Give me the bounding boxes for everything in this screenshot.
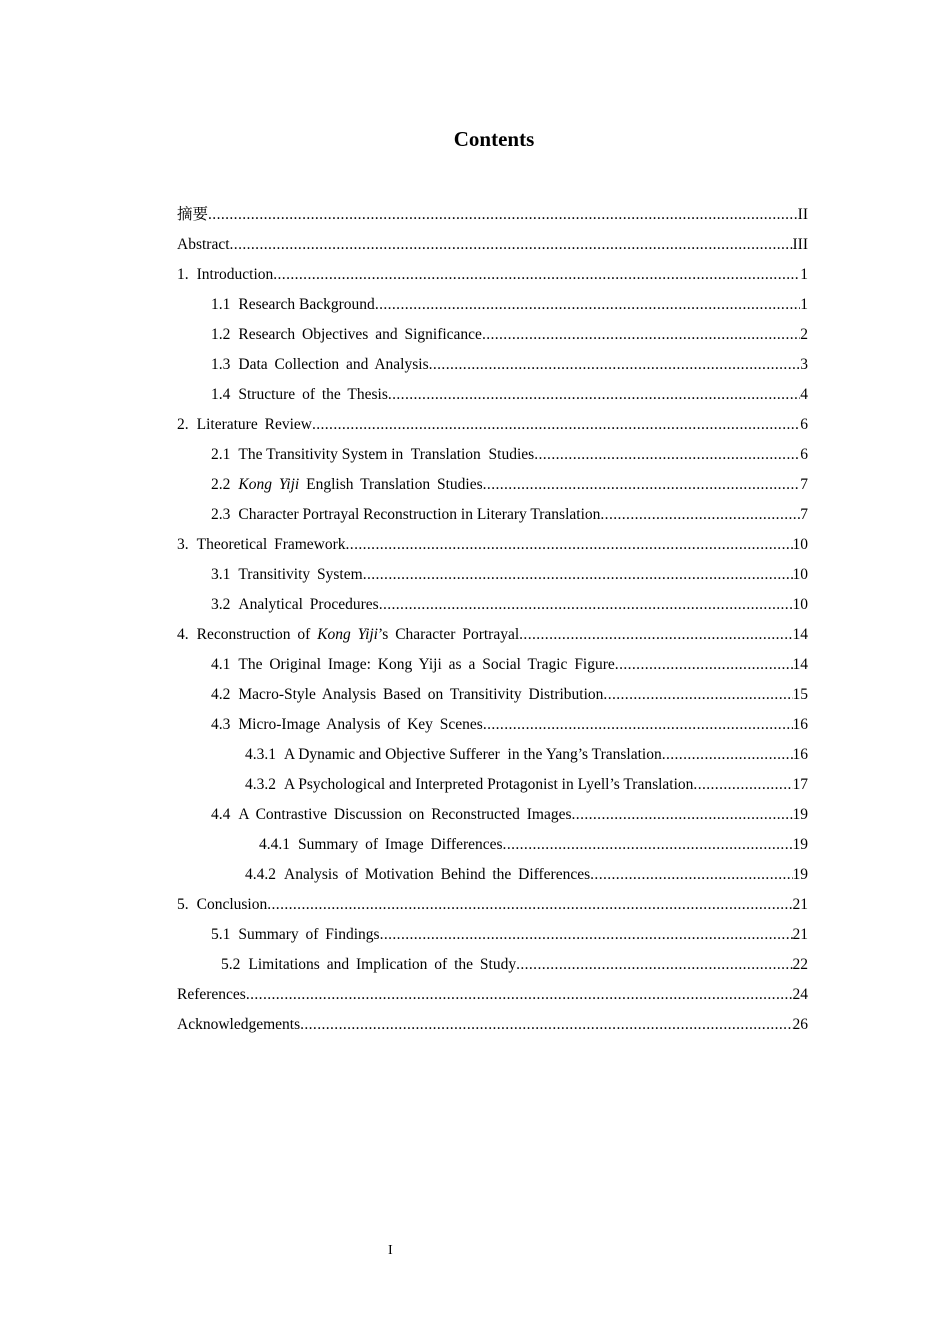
toc-entry-title: Micro-Image Analysis of Key Scenes bbox=[238, 716, 483, 733]
toc-entry-title: Theoretical Framework bbox=[196, 536, 346, 553]
toc-entry-analytical-procedures[interactable] bbox=[177, 590, 808, 620]
toc-entry-title: Macro-Style Analysis Based on Transitivity Distribution bbox=[238, 686, 604, 703]
toc-entry-title: Acknowledgements bbox=[177, 1016, 301, 1033]
toc-entry-transitivity-translation[interactable] bbox=[177, 440, 808, 470]
toc-entry-contrastive-discussion[interactable] bbox=[177, 800, 808, 830]
toc-entry-image-differences[interactable] bbox=[177, 830, 808, 860]
toc-entry-page: 14 bbox=[792, 656, 808, 673]
toc-entry-reconstruction[interactable] bbox=[177, 620, 808, 650]
toc-entry-title-rest: English Translation Studies bbox=[299, 476, 483, 493]
toc-entry-title: 摘要 bbox=[177, 206, 209, 223]
dot-leader bbox=[600, 500, 800, 530]
toc-entry-theoretical-framework[interactable] bbox=[177, 530, 808, 560]
dot-leader bbox=[346, 530, 793, 560]
toc-entry-page: III bbox=[792, 236, 808, 253]
dot-leader bbox=[429, 350, 801, 380]
toc-entry-title: Introduction bbox=[196, 266, 274, 283]
toc-entry-abstract-chinese[interactable] bbox=[177, 200, 808, 230]
toc-entry-macro-style-analysis[interactable] bbox=[177, 680, 808, 710]
toc-entry-title: Literature Review bbox=[196, 416, 312, 433]
toc-entry-number: 1.1 bbox=[211, 296, 231, 313]
toc-entry-title-italic: Kong Yiji bbox=[238, 476, 300, 493]
dot-leader bbox=[246, 980, 793, 1010]
toc-entry-motivation-analysis[interactable] bbox=[177, 860, 808, 890]
toc-entry-number: 2. bbox=[177, 416, 189, 433]
toc-entry-page: 21 bbox=[792, 896, 808, 913]
toc-entry-limitations[interactable] bbox=[177, 950, 808, 980]
toc-entry-number: 5. bbox=[177, 896, 189, 913]
toc-entry-page: 7 bbox=[800, 506, 808, 523]
dot-leader bbox=[572, 800, 793, 830]
dot-leader bbox=[482, 320, 800, 350]
toc-entry-title-pre: Reconstruction of bbox=[196, 626, 318, 643]
toc-entry-research-objectives[interactable] bbox=[177, 320, 808, 350]
toc-entry-title: Conclusion bbox=[196, 896, 268, 913]
table-of-contents bbox=[177, 200, 808, 1040]
toc-entry-title bbox=[197, 620, 520, 650]
toc-entry-transitivity-system[interactable] bbox=[177, 560, 808, 590]
toc-entry-title: A Dynamic and Objective Sufferer in the Yang’s Translation bbox=[284, 746, 662, 763]
toc-entry-title: Research Objectives and Significance bbox=[238, 326, 482, 343]
toc-entry-number: 4.3.1 bbox=[245, 746, 276, 763]
toc-entry-number: 3.2 bbox=[211, 596, 231, 613]
toc-entry-title: The Original Image: Kong Yiji as a Social Tragic Figure bbox=[238, 656, 615, 673]
toc-entry-introduction[interactable] bbox=[177, 260, 808, 290]
toc-entry-page: 24 bbox=[792, 986, 808, 1003]
toc-entry-page: 10 bbox=[792, 596, 808, 613]
toc-entry-page: 19 bbox=[792, 806, 808, 823]
toc-entry-title: Abstract bbox=[177, 236, 230, 253]
toc-entry-number: 4.3 bbox=[211, 716, 231, 733]
toc-entry-number: 2.1 bbox=[211, 446, 231, 463]
toc-entry-page: 17 bbox=[792, 776, 808, 793]
toc-entry-number: 1. bbox=[177, 266, 189, 283]
toc-entry-yang-translation[interactable] bbox=[177, 740, 808, 770]
toc-entry-title: References bbox=[177, 986, 246, 1003]
toc-entry-title: The Transitivity System in Translation Studies bbox=[238, 446, 535, 463]
page-title: Contents bbox=[453, 127, 535, 151]
page-number: I bbox=[388, 1243, 393, 1258]
toc-entry-page: 26 bbox=[792, 1016, 808, 1033]
toc-entry-original-image[interactable] bbox=[177, 650, 808, 680]
dot-leader bbox=[503, 830, 793, 860]
dot-leader bbox=[267, 890, 792, 920]
dot-leader bbox=[693, 770, 792, 800]
dot-leader bbox=[375, 290, 800, 320]
dot-leader bbox=[312, 410, 800, 440]
dot-leader bbox=[534, 440, 800, 470]
toc-entry-title: Limitations and Implication of the Study bbox=[248, 956, 517, 973]
toc-entry-page: 15 bbox=[792, 686, 808, 703]
toc-entry-number: 4.4.2 bbox=[245, 866, 276, 883]
dot-leader bbox=[483, 470, 801, 500]
toc-entry-page: 22 bbox=[792, 956, 808, 973]
toc-entry-title: Data Collection and Analysis bbox=[238, 356, 429, 373]
toc-entry-number: 2.2 bbox=[211, 476, 231, 493]
toc-entry-title bbox=[238, 470, 482, 500]
toc-entry-page: 6 bbox=[800, 446, 808, 463]
dot-leader bbox=[379, 590, 793, 620]
dot-leader bbox=[519, 620, 792, 650]
toc-entry-number: 4.4.1 bbox=[259, 836, 290, 853]
toc-entry-page: 14 bbox=[792, 626, 808, 643]
dot-leader bbox=[662, 740, 793, 770]
toc-entry-number: 5.2 bbox=[221, 956, 241, 973]
toc-entry-literature-review[interactable] bbox=[177, 410, 808, 440]
toc-entry-title: A Contrastive Discussion on Reconstructed Images bbox=[238, 806, 572, 823]
toc-entry-number: 5.1 bbox=[211, 926, 231, 943]
toc-entry-page: 19 bbox=[792, 836, 808, 853]
dot-leader bbox=[380, 920, 793, 950]
dot-leader bbox=[208, 200, 798, 230]
toc-entry-number: 3. bbox=[177, 536, 189, 553]
toc-entry-summary-findings[interactable] bbox=[177, 920, 808, 950]
dot-leader bbox=[363, 560, 793, 590]
toc-entry-title: Transitivity System bbox=[238, 566, 363, 583]
toc-entry-number: 4.3.2 bbox=[245, 776, 276, 793]
toc-entry-number: 1.3 bbox=[211, 356, 231, 373]
toc-entry-conclusion[interactable] bbox=[177, 890, 808, 920]
toc-entry-number: 4.4 bbox=[211, 806, 231, 823]
toc-entry-character-portrayal[interactable] bbox=[177, 500, 808, 530]
toc-entry-title-italic: Kong Yiji bbox=[317, 626, 378, 643]
toc-entry-research-background[interactable] bbox=[177, 290, 808, 320]
toc-entry-page: 1 bbox=[800, 266, 808, 283]
toc-entry-number: 2.3 bbox=[211, 506, 231, 523]
dot-leader bbox=[516, 950, 792, 980]
toc-entry-number: 1.4 bbox=[211, 386, 231, 403]
toc-entry-title: A Psychological and Interpreted Protagonist in Lyell’s Translation bbox=[284, 776, 694, 793]
toc-entry-title: Summary of Findings bbox=[238, 926, 380, 943]
toc-entry-page: 10 bbox=[792, 536, 808, 553]
toc-entry-title-rest: ’s Character Portrayal bbox=[378, 626, 520, 643]
dot-leader bbox=[483, 710, 793, 740]
toc-entry-page: 21 bbox=[792, 926, 808, 943]
toc-entry-title: Research Background bbox=[238, 296, 375, 313]
toc-entry-title: Structure of the Thesis bbox=[238, 386, 388, 403]
toc-entry-lyell-translation[interactable] bbox=[177, 770, 808, 800]
dot-leader bbox=[300, 1010, 792, 1040]
dot-leader bbox=[615, 650, 793, 680]
toc-entry-page: II bbox=[797, 206, 808, 223]
toc-entry-title: Analysis of Motivation Behind the Differences bbox=[284, 866, 591, 883]
toc-entry-page: 16 bbox=[792, 746, 808, 763]
toc-entry-number: 4.2 bbox=[211, 686, 231, 703]
toc-entry-page: 7 bbox=[800, 476, 808, 493]
toc-entry-references[interactable] bbox=[177, 980, 808, 1010]
toc-entry-page: 16 bbox=[792, 716, 808, 733]
dot-leader bbox=[603, 680, 792, 710]
toc-entry-title: Character Portrayal Reconstruction in Literary Translation bbox=[238, 506, 601, 523]
toc-entry-number: 4. bbox=[177, 626, 189, 643]
toc-entry-number: 4.1 bbox=[211, 656, 231, 673]
toc-entry-number: 3.1 bbox=[211, 566, 231, 583]
toc-entry-page: 2 bbox=[800, 326, 808, 343]
toc-entry-micro-image-analysis[interactable] bbox=[177, 710, 808, 740]
toc-entry-title: Summary of Image Differences bbox=[298, 836, 503, 853]
toc-entry-page: 4 bbox=[800, 386, 808, 403]
toc-entry-title: Analytical Procedures bbox=[238, 596, 379, 613]
toc-entry-page: 6 bbox=[800, 416, 808, 433]
toc-entry-page: 19 bbox=[792, 866, 808, 883]
toc-entry-kong-yiji-studies[interactable] bbox=[177, 470, 808, 500]
toc-entry-thesis-structure[interactable] bbox=[177, 380, 808, 410]
toc-entry-abstract[interactable] bbox=[177, 230, 808, 260]
toc-entry-page: 10 bbox=[792, 566, 808, 583]
dot-leader bbox=[230, 230, 793, 260]
toc-entry-page: 3 bbox=[800, 356, 808, 373]
toc-entry-acknowledgements[interactable] bbox=[177, 1010, 808, 1040]
dot-leader bbox=[590, 860, 792, 890]
dot-leader bbox=[273, 260, 800, 290]
dot-leader bbox=[388, 380, 800, 410]
toc-entry-data-collection[interactable] bbox=[177, 350, 808, 380]
toc-entry-page: 1 bbox=[800, 296, 808, 313]
toc-entry-number: 1.2 bbox=[211, 326, 231, 343]
